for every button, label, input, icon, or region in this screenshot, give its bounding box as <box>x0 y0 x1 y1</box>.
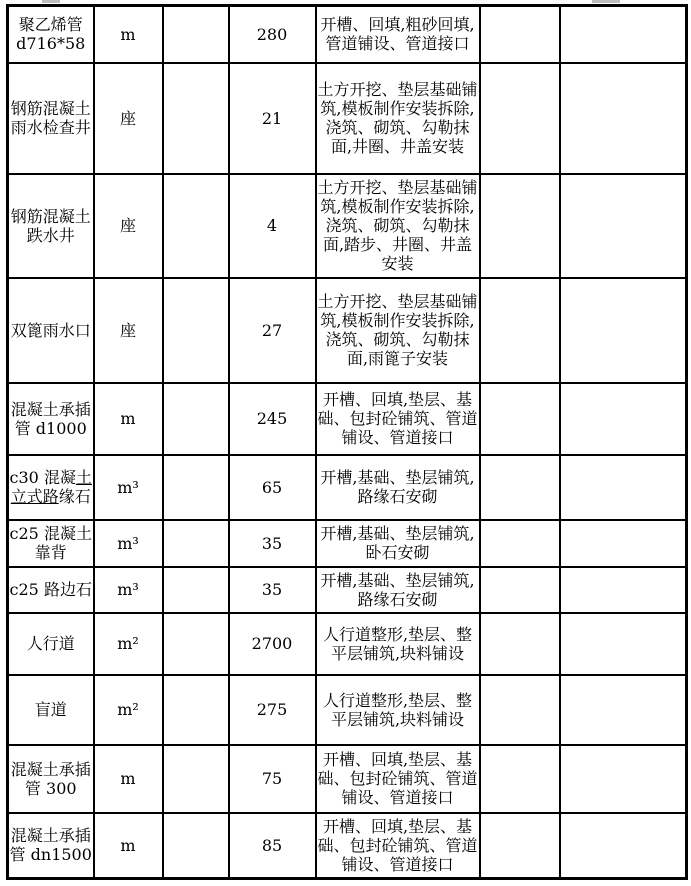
blank-cell <box>163 174 229 278</box>
item-name-part: c30 混凝 <box>9 468 76 487</box>
blank-cell <box>480 813 560 879</box>
unit-cell: m² <box>94 675 163 745</box>
table-row <box>8 520 687 567</box>
blank-cell <box>480 278 560 383</box>
quantity-cell: 65 <box>229 455 316 520</box>
blank-cell <box>480 613 560 675</box>
blank-cell <box>163 520 229 567</box>
blank-cell <box>480 567 560 613</box>
blank-cell <box>163 675 229 745</box>
blank-cell <box>560 383 687 455</box>
blank-cell <box>163 63 229 174</box>
unit-cell: m <box>94 745 163 813</box>
quantity-cell: 280 <box>229 6 316 63</box>
work-content-cell: 土方开挖、垫层基础铺筑,模板制作安装拆除,浇筑、砌筑、勾勒抹面,雨篦子安装 <box>316 278 480 383</box>
quantities-table <box>6 4 688 880</box>
quantity-cell: 35 <box>229 520 316 567</box>
quantity-cell: 245 <box>229 383 316 455</box>
blank-cell <box>560 278 687 383</box>
quantity-cell: 85 <box>229 813 316 879</box>
blank-cell <box>480 63 560 174</box>
blank-cell <box>163 745 229 813</box>
blank-cell <box>560 813 687 879</box>
item-name-cell: 混凝土承插管 dn1500 <box>8 813 94 879</box>
table-row <box>8 63 687 174</box>
blank-cell <box>163 455 229 520</box>
item-name-cell: 钢筋混凝土雨水检查井 <box>8 63 94 174</box>
blank-cell <box>560 613 687 675</box>
quantity-cell: 4 <box>229 174 316 278</box>
unit-cell: m³ <box>94 520 163 567</box>
unit-cell: 座 <box>94 278 163 383</box>
blank-cell <box>560 455 687 520</box>
blank-cell <box>163 813 229 879</box>
work-content-cell: 土方开挖、垫层基础铺筑,模板制作安装拆除,浇筑、砌筑、勾勒抹面,井圈、井盖安装 <box>316 63 480 174</box>
work-content-cell: 人行道整形,垫层、整平层铺筑,块料铺设 <box>316 613 480 675</box>
quantity-cell: 21 <box>229 63 316 174</box>
unit-cell: 座 <box>94 63 163 174</box>
quantity-cell: 27 <box>229 278 316 383</box>
item-name-part: 缘石 <box>58 487 91 506</box>
item-name-cell: 盲道 <box>8 675 94 745</box>
blank-cell <box>560 174 687 278</box>
table-row <box>8 455 687 520</box>
quantity-cell: 75 <box>229 745 316 813</box>
blank-cell <box>560 745 687 813</box>
blank-cell <box>480 174 560 278</box>
work-content-cell: 土方开挖、垫层基础铺筑,模板制作安装拆除,浇筑、砌筑、勾勒抹面,踏步、井圈、井盖安装 <box>316 174 480 278</box>
item-name-cell: 双篦雨水口 <box>8 278 94 383</box>
table-row <box>8 675 687 745</box>
table-row <box>8 278 687 383</box>
work-content-cell: 开槽、回填,粗砂回填,管道铺设、管道接口 <box>316 6 480 63</box>
item-name-cell: 聚乙烯管d716*58 <box>8 6 94 63</box>
unit-cell: m³ <box>94 567 163 613</box>
quantity-cell: 35 <box>229 567 316 613</box>
table-row <box>8 174 687 278</box>
item-name-underlined-part: 土立式路 <box>10 468 92 506</box>
work-content-cell: 开槽,基础、垫层铺筑,路缘石安砌 <box>316 455 480 520</box>
table-row <box>8 813 687 879</box>
table-row <box>8 567 687 613</box>
work-content-cell: 人行道整形,垫层、整平层铺筑,块料铺设 <box>316 675 480 745</box>
work-content-cell: 开槽、回填,垫层、基础、包封砼铺筑、管道铺设、管道接口 <box>316 745 480 813</box>
unit-cell: m² <box>94 613 163 675</box>
table-row <box>8 745 687 813</box>
blank-cell <box>560 6 687 63</box>
blank-cell <box>163 613 229 675</box>
blank-cell <box>560 63 687 174</box>
item-name-cell: 人行道 <box>8 613 94 675</box>
work-content-cell: 开槽,基础、垫层铺筑,卧石安砌 <box>316 520 480 567</box>
work-content-cell: 开槽,基础、垫层铺筑,路缘石安砌 <box>316 567 480 613</box>
blank-cell <box>480 520 560 567</box>
item-name-cell: 混凝土承插管 d1000 <box>8 383 94 455</box>
blank-cell <box>560 675 687 745</box>
table-row <box>8 613 687 675</box>
top-edge-artifact <box>592 0 620 3</box>
blank-cell <box>163 567 229 613</box>
blank-cell <box>163 383 229 455</box>
blank-cell <box>560 567 687 613</box>
blank-cell <box>480 745 560 813</box>
unit-cell: m <box>94 813 163 879</box>
item-name-cell: 钢筋混凝土跌水井 <box>8 174 94 278</box>
item-name-cell <box>8 455 94 520</box>
blank-cell <box>480 455 560 520</box>
blank-cell <box>480 383 560 455</box>
blank-cell <box>163 6 229 63</box>
work-content-cell: 开槽、回填,垫层、基础、包封砼铺筑、管道铺设、管道接口 <box>316 383 480 455</box>
blank-cell <box>480 6 560 63</box>
top-edge-artifact <box>42 0 60 3</box>
table-row <box>8 383 687 455</box>
work-content-cell: 开槽、回填,垫层、基础、包封砼铺筑、管道铺设、管道接口 <box>316 813 480 879</box>
unit-cell: m <box>94 6 163 63</box>
quantity-cell: 2700 <box>229 613 316 675</box>
blank-cell <box>163 278 229 383</box>
unit-cell: m <box>94 383 163 455</box>
quantity-cell: 275 <box>229 675 316 745</box>
unit-cell: m³ <box>94 455 163 520</box>
unit-cell: 座 <box>94 174 163 278</box>
table-row <box>8 6 687 63</box>
item-name-cell: c25 混凝土靠背 <box>8 520 94 567</box>
blank-cell <box>480 675 560 745</box>
item-name-cell: c25 路边石 <box>8 567 94 613</box>
blank-cell <box>560 520 687 567</box>
item-name-cell: 混凝土承插管 300 <box>8 745 94 813</box>
